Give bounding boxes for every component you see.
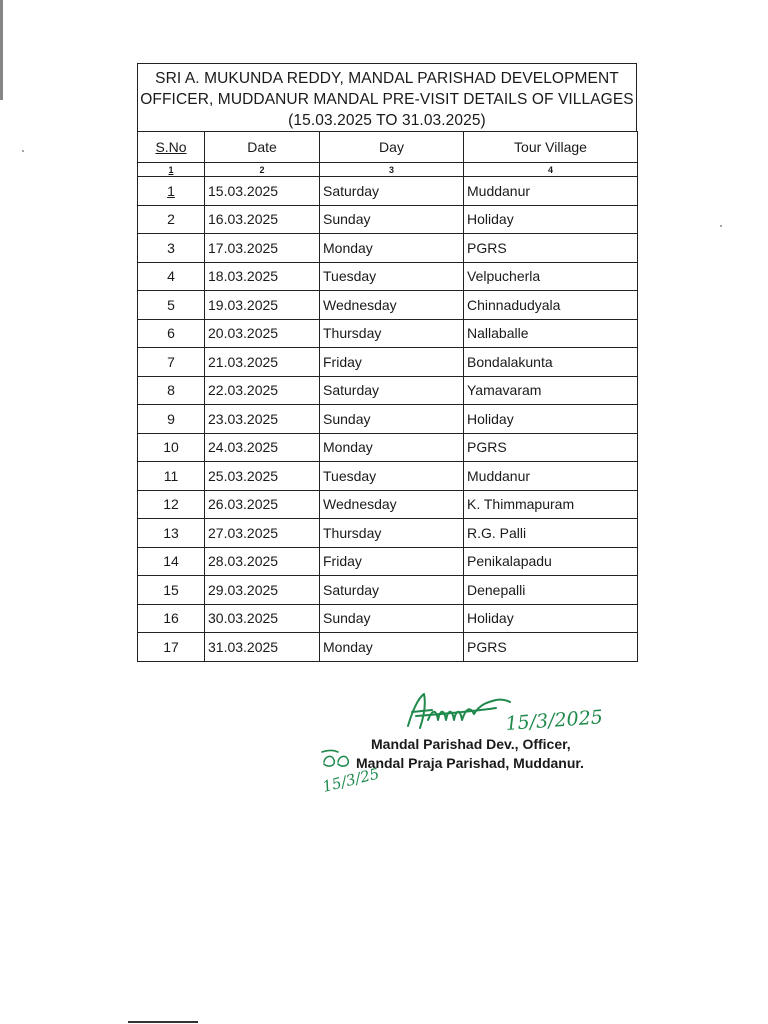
row-date: 17.03.2025 [205,234,320,263]
initials-date: 15/3/25 [320,764,382,796]
row-date: 27.03.2025 [205,519,320,548]
table-row [138,547,638,576]
row-tour-village: Denepalli [464,576,638,605]
tour-schedule-document [137,63,637,662]
table-row [138,576,638,605]
row-date: 18.03.2025 [205,262,320,291]
row-date: 28.03.2025 [205,547,320,576]
scan-bottom-mark [128,1021,198,1023]
row-tour-village: Chinnadudyala [464,291,638,320]
row-sno: 17 [138,633,205,662]
row-sno: 15 [138,576,205,605]
row-sno: 10 [138,433,205,462]
row-sno: 12 [138,490,205,519]
row-sno: 9 [138,405,205,434]
scan-speck [22,150,24,152]
table-row [138,405,638,434]
row-day: Thursday [320,519,464,548]
row-tour-village: Yamavaram [464,376,638,405]
row-date: 25.03.2025 [205,462,320,491]
table-row [138,177,638,206]
row-tour-village: Muddanur [464,177,638,206]
row-date: 23.03.2025 [205,405,320,434]
row-tour-village: Nallaballe [464,319,638,348]
row-day: Saturday [320,177,464,206]
row-day: Tuesday [320,462,464,491]
column-number: 4 [464,163,638,177]
row-sno: 6 [138,319,205,348]
row-date: 30.03.2025 [205,604,320,633]
table-row [138,519,638,548]
column-number: 3 [320,163,464,177]
row-day: Sunday [320,604,464,633]
scan-edge-mark [0,0,3,100]
row-date: 31.03.2025 [205,633,320,662]
row-day: Thursday [320,319,464,348]
row-day: Friday [320,547,464,576]
row-tour-village: K. Thimmapuram [464,490,638,519]
row-tour-village: Muddanur [464,462,638,491]
row-date: 22.03.2025 [205,376,320,405]
table-row [138,490,638,519]
row-tour-village: Bondalakunta [464,348,638,377]
row-sno: 8 [138,376,205,405]
title-line-3: (15.03.2025 TO 31.03.2025) [288,112,486,129]
header-sno-label: S.No [155,139,187,155]
row-date: 20.03.2025 [205,319,320,348]
column-number [138,163,205,177]
row-day: Wednesday [320,291,464,320]
row-tour-village: PGRS [464,433,638,462]
table-row [138,291,638,320]
table-row [138,462,638,491]
row-sno: 16 [138,604,205,633]
row-day: Saturday [320,576,464,605]
header-date: Date [205,132,320,163]
row-sno [138,177,205,206]
row-date: 29.03.2025 [205,576,320,605]
row-date: 15.03.2025 [205,177,320,206]
row-date: 19.03.2025 [205,291,320,320]
table-row [138,319,638,348]
officer-designation: Mandal Parishad Dev., Officer, [371,736,571,752]
row-tour-village: PGRS [464,633,638,662]
row-sno: 14 [138,547,205,576]
header-sno [138,132,205,163]
signature-date: 15/3/2025 [504,706,604,735]
title-line-1: SRI A. MUKUNDA REDDY, MANDAL PARISHAD DEVELOPMENT [155,70,619,87]
column-number-label: 1 [168,164,174,175]
header-day: Day [320,132,464,163]
column-number: 2 [205,163,320,177]
table-row [138,262,638,291]
row-sno: 11 [138,462,205,491]
row-sno: 5 [138,291,205,320]
row-day: Sunday [320,405,464,434]
row-day: Monday [320,234,464,263]
row-day: Wednesday [320,490,464,519]
table-header-row [138,132,638,163]
table-row [138,433,638,462]
tour-schedule-table [137,131,638,662]
row-date: 24.03.2025 [205,433,320,462]
row-sno: 4 [138,262,205,291]
row-tour-village: PGRS [464,234,638,263]
row-tour-village: Holiday [464,205,638,234]
table-row [138,348,638,377]
row-tour-village: Holiday [464,405,638,434]
row-sno: 2 [138,205,205,234]
row-day: Friday [320,348,464,377]
document-title [137,63,637,131]
row-tour-village: Velpucherla [464,262,638,291]
row-tour-village: Penikalapadu [464,547,638,576]
row-day: Monday [320,433,464,462]
row-sno: 3 [138,234,205,263]
row-sno: 7 [138,348,205,377]
row-date: 26.03.2025 [205,490,320,519]
row-day: Monday [320,633,464,662]
title-line-2: OFFICER, MUDDANUR MANDAL PRE-VISIT DETAILS OF VILLAGES [140,91,634,108]
signature-block [320,690,640,800]
table-row [138,633,638,662]
row-sno: 13 [138,519,205,548]
table-row [138,604,638,633]
row-day: Saturday [320,376,464,405]
row-day: Sunday [320,205,464,234]
row-date: 16.03.2025 [205,205,320,234]
header-tour-village: Tour Village [464,132,638,163]
row-date: 21.03.2025 [205,348,320,377]
scan-speck [720,225,722,227]
table-row [138,205,638,234]
row-day: Tuesday [320,262,464,291]
row-sno-label: 1 [167,182,175,199]
table-row [138,234,638,263]
row-tour-village: R.G. Palli [464,519,638,548]
row-tour-village: Holiday [464,604,638,633]
table-row [138,376,638,405]
column-number-row [138,163,638,177]
officer-office: Mandal Praja Parishad, Muddanur. [356,755,584,771]
